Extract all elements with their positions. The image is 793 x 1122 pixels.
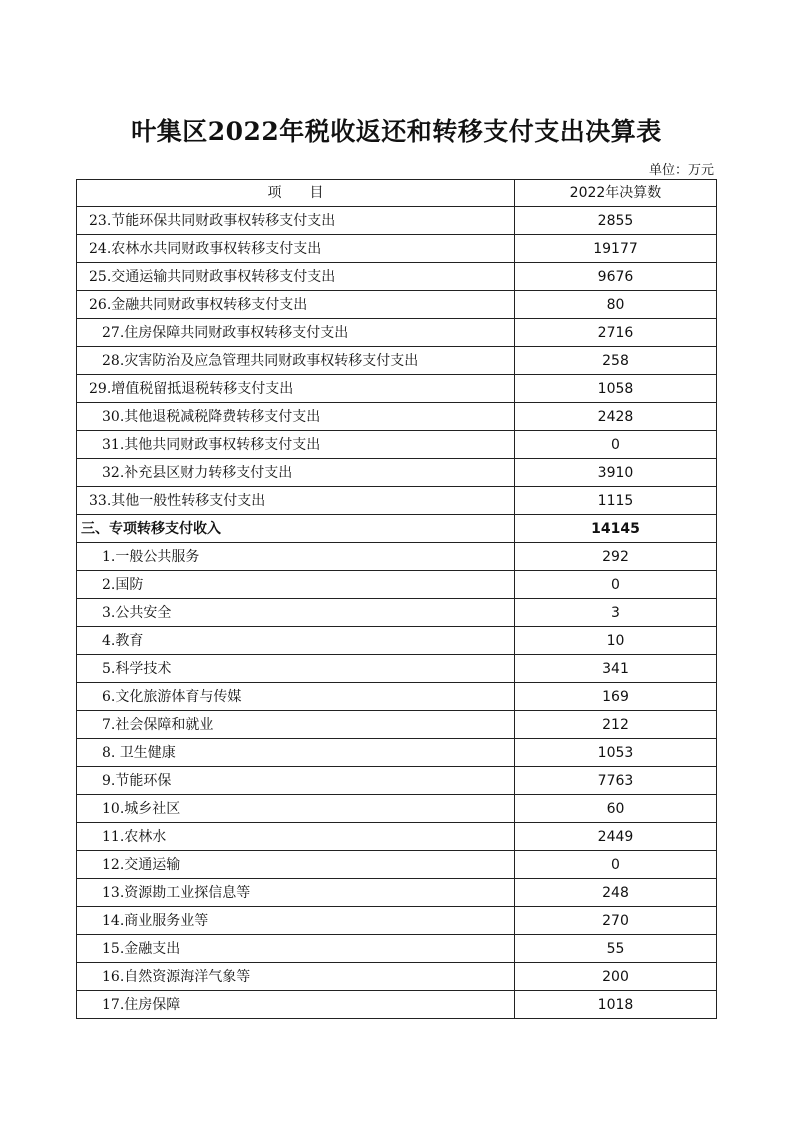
- table-row: [77, 319, 717, 347]
- table-row: [77, 935, 717, 963]
- table-row: [77, 459, 717, 487]
- row-value: 1053: [515, 739, 717, 767]
- row-item-name: 3.公共安全: [77, 599, 515, 627]
- table-row: [77, 347, 717, 375]
- row-value: 212: [515, 711, 717, 739]
- row-value: 2716: [515, 319, 717, 347]
- row-value: 19177: [515, 235, 717, 263]
- table-row: [77, 515, 717, 543]
- table-header-row: [77, 180, 717, 207]
- row-value: 60: [515, 795, 717, 823]
- table-row: [77, 851, 717, 879]
- row-value: 2855: [515, 207, 717, 235]
- row-value: 1018: [515, 991, 717, 1019]
- row-value: 3910: [515, 459, 717, 487]
- row-value: 9676: [515, 263, 717, 291]
- table-row: [77, 795, 717, 823]
- row-item-name: 三、专项转移支付收入: [77, 515, 515, 543]
- unit-label: 单位：万元: [648, 163, 714, 178]
- row-item-name: 33.其他一般性转移支付支出: [77, 487, 515, 515]
- row-item-name: 26.金融共同财政事权转移支付支出: [77, 291, 515, 319]
- row-value: 2428: [515, 403, 717, 431]
- row-item-name: 7.社会保障和就业: [77, 711, 515, 739]
- table-row: [77, 879, 717, 907]
- row-item-name: 30.其他退税减税降费转移支付支出: [77, 403, 515, 431]
- table-row: [77, 291, 717, 319]
- row-item-name: 16.自然资源海洋气象等: [77, 963, 515, 991]
- row-value: 7763: [515, 767, 717, 795]
- table-row: [77, 543, 717, 571]
- row-value: 1058: [515, 375, 717, 403]
- table-row: [77, 655, 717, 683]
- row-value: 2449: [515, 823, 717, 851]
- row-value: 1115: [515, 487, 717, 515]
- row-value: 10: [515, 627, 717, 655]
- table-row: [77, 627, 717, 655]
- table-row: [77, 235, 717, 263]
- row-item-name: 31.其他共同财政事权转移支付支出: [77, 431, 515, 459]
- row-item-name: 29.增值税留抵退税转移支付支出: [77, 375, 515, 403]
- row-item-name: 5.科学技术: [77, 655, 515, 683]
- row-value: 55: [515, 935, 717, 963]
- row-item-name: 25.交通运输共同财政事权转移支付支出: [77, 263, 515, 291]
- table-row: [77, 571, 717, 599]
- table-row: [77, 963, 717, 991]
- table-row: [77, 403, 717, 431]
- table-row: [77, 767, 717, 795]
- row-item-name: 12.交通运输: [77, 851, 515, 879]
- row-value: 0: [515, 571, 717, 599]
- row-item-name: 17.住房保障: [77, 991, 515, 1019]
- row-value: 169: [515, 683, 717, 711]
- column-header-year: 2022年决算数: [515, 180, 717, 207]
- table-row: [77, 599, 717, 627]
- row-item-name: 32.补充县区财力转移支付支出: [77, 459, 515, 487]
- row-value: 14145: [515, 515, 717, 543]
- row-item-name: 11.农林水: [77, 823, 515, 851]
- row-value: 3: [515, 599, 717, 627]
- row-value: 200: [515, 963, 717, 991]
- row-item-name: 2.国防: [77, 571, 515, 599]
- table-body: [77, 207, 717, 1019]
- budget-table: [76, 179, 717, 1019]
- row-item-name: 28.灾害防治及应急管理共同财政事权转移支付支出: [77, 347, 515, 375]
- row-item-name: 9.节能环保: [77, 767, 515, 795]
- row-value: 80: [515, 291, 717, 319]
- row-item-name: 4.教育: [77, 627, 515, 655]
- row-value: 248: [515, 879, 717, 907]
- table-row: [77, 991, 717, 1019]
- table-row: [77, 711, 717, 739]
- row-item-name: 13.资源勘工业探信息等: [77, 879, 515, 907]
- row-item-name: 23.节能环保共同财政事权转移支付支出: [77, 207, 515, 235]
- row-value: 258: [515, 347, 717, 375]
- row-value: 292: [515, 543, 717, 571]
- table-row: [77, 823, 717, 851]
- table-row: [77, 487, 717, 515]
- row-value: 0: [515, 431, 717, 459]
- table-row: [77, 683, 717, 711]
- row-item-name: 6.文化旅游体育与传媒: [77, 683, 515, 711]
- page-title: 叶集区2022年税收返还和转移支付支出决算表: [131, 117, 662, 146]
- table-row: [77, 431, 717, 459]
- row-value: 270: [515, 907, 717, 935]
- row-item-name: 8. 卫生健康: [77, 739, 515, 767]
- table-row: [77, 375, 717, 403]
- row-item-name: 24.农林水共同财政事权转移支付支出: [77, 235, 515, 263]
- column-header-item: 项目: [77, 180, 515, 207]
- row-item-name: 1.一般公共服务: [77, 543, 515, 571]
- row-item-name: 14.商业服务业等: [77, 907, 515, 935]
- table-row: [77, 739, 717, 767]
- row-value: 341: [515, 655, 717, 683]
- row-item-name: 15.金融支出: [77, 935, 515, 963]
- row-item-name: 10.城乡社区: [77, 795, 515, 823]
- table-row: [77, 263, 717, 291]
- table-row: [77, 907, 717, 935]
- row-item-name: 27.住房保障共同财政事权转移支付支出: [77, 319, 515, 347]
- row-value: 0: [515, 851, 717, 879]
- table-row: [77, 207, 717, 235]
